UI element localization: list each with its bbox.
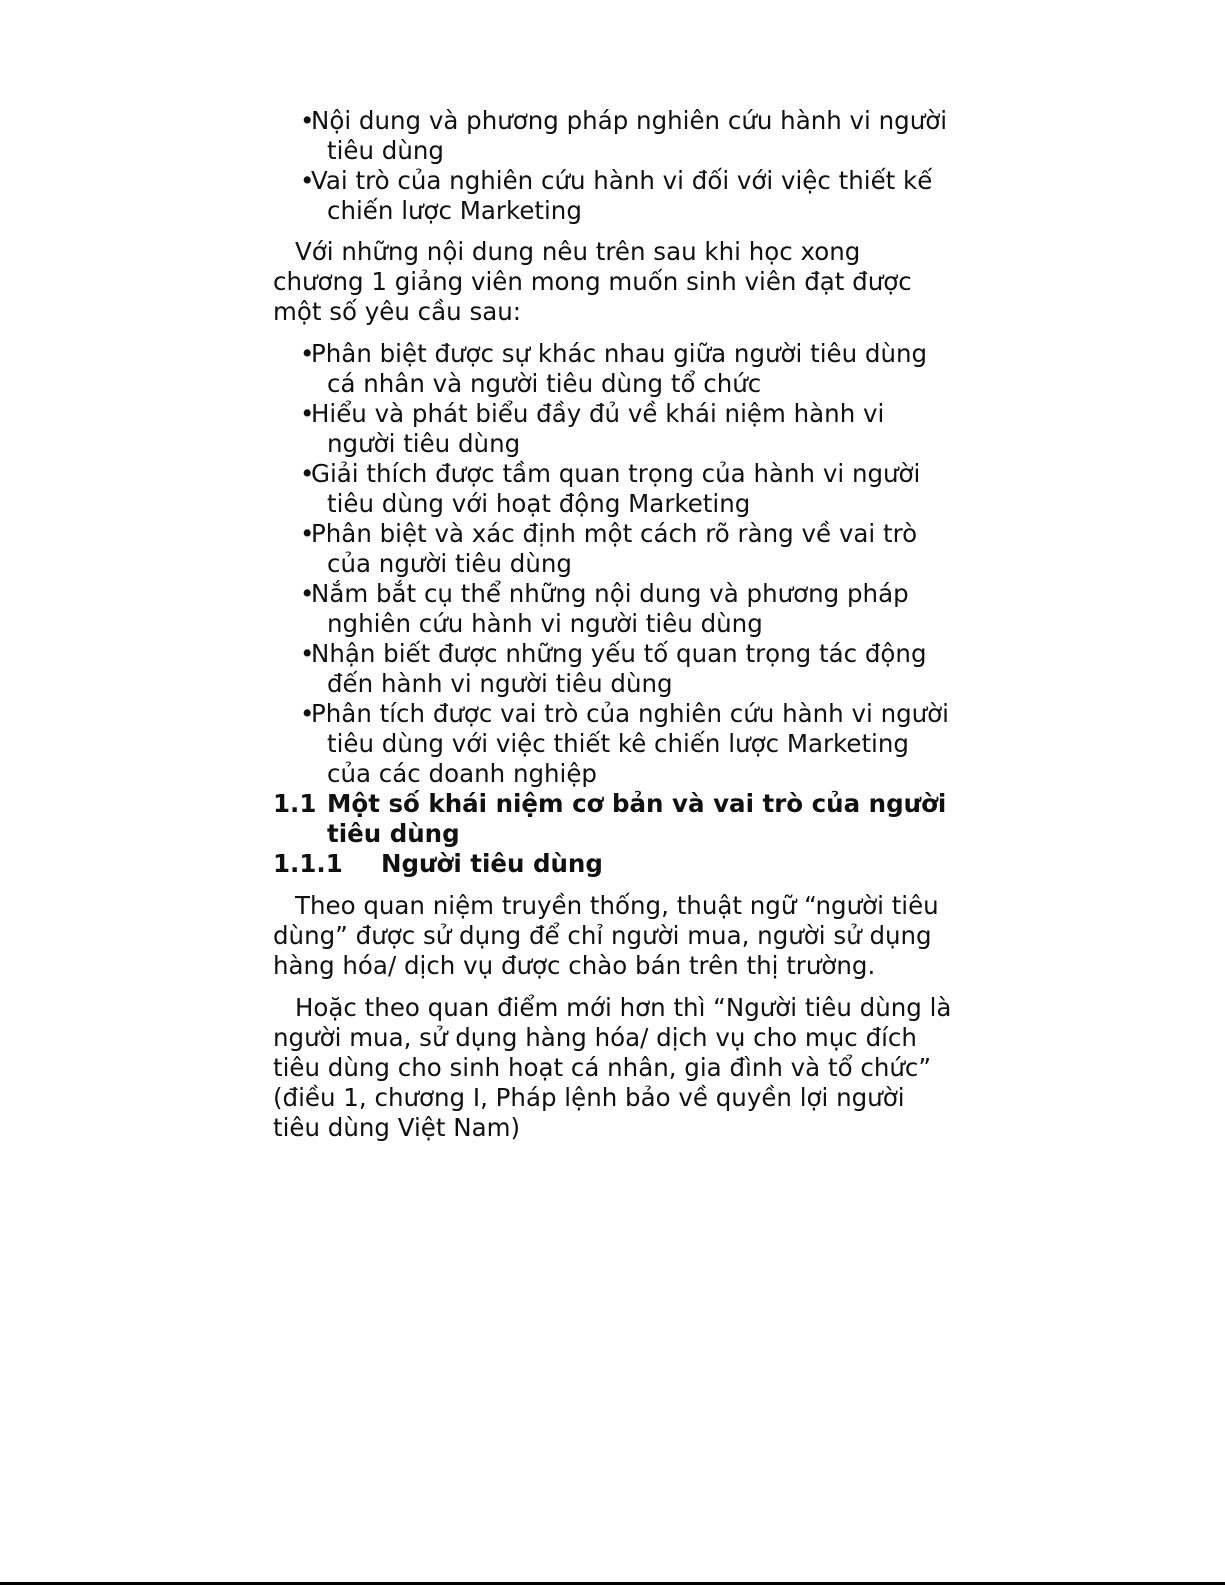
list-item: • Nắm bắt cụ thể những nội dung và phương pháp nghiên cứu hành vi người tiêu dùng — [300, 579, 953, 639]
intro-bullet-list — [273, 106, 953, 226]
list-item: • Giải thích được tầm quan trọng của hành vi người tiêu dùng với hoạt động Marketing — [300, 459, 953, 519]
section-number: 1.1 — [273, 789, 317, 818]
document-page — [273, 106, 953, 1143]
body-paragraph: Theo quan niệm truyền thống, thuật ngữ “người tiêu dùng” được sử dụng để chỉ người mua, người sử dụng hàng hóa/ dịch vụ được chào bán trên thị trường. — [273, 891, 939, 980]
subsection-title: Người tiêu dùng — [381, 849, 603, 878]
section-heading — [273, 789, 953, 849]
list-item: • Nhận biết được những yếu tố quan trọng tác động đến hành vi người tiêu dùng — [300, 639, 953, 699]
requirements-list — [273, 339, 953, 789]
subsection-heading — [273, 849, 953, 879]
list-item: • Phân tích được vai trò của nghiên cứu hành vi người tiêu dùng với việc thiết kê chiến lược Marketing của các doanh nghiệp — [300, 699, 953, 789]
section-title: Một số khái niệm cơ bản và vai trò của người tiêu dùng — [327, 789, 947, 848]
intro-paragraph: Với những nội dung nêu trên sau khi học xong chương 1 giảng viên mong muốn sinh viên đạt được một số yêu cầu sau: — [273, 237, 912, 326]
subsection-number: 1.1.1 — [273, 849, 343, 878]
list-item: • Phân biệt được sự khác nhau giữa người tiêu dùng cá nhân và người tiêu dùng tổ chức — [300, 339, 953, 399]
list-item: • Hiểu và phát biểu đầy đủ về khái niệm hành vi người tiêu dùng — [300, 399, 953, 459]
body-paragraph: Hoặc theo quan điểm mới hơn thì “Người tiêu dùng là người mua, sử dụng hàng hóa/ dịch vụ cho mục đích tiêu dùng cho sinh hoạt cá nhân, gia đình và tổ chức” (điều 1, chương I, Pháp lệnh bảo về quyền lợi người tiêu dùng Việt Nam) — [273, 993, 952, 1142]
list-item: • Nội dung và phương pháp nghiên cứu hành vi người tiêu dùng — [300, 106, 953, 166]
list-item: • Vai trò của nghiên cứu hành vi đối với việc thiết kế chiến lược Marketing — [300, 166, 953, 226]
list-item: • Phân biệt và xác định một cách rõ ràng về vai trò của người tiêu dùng — [300, 519, 953, 579]
